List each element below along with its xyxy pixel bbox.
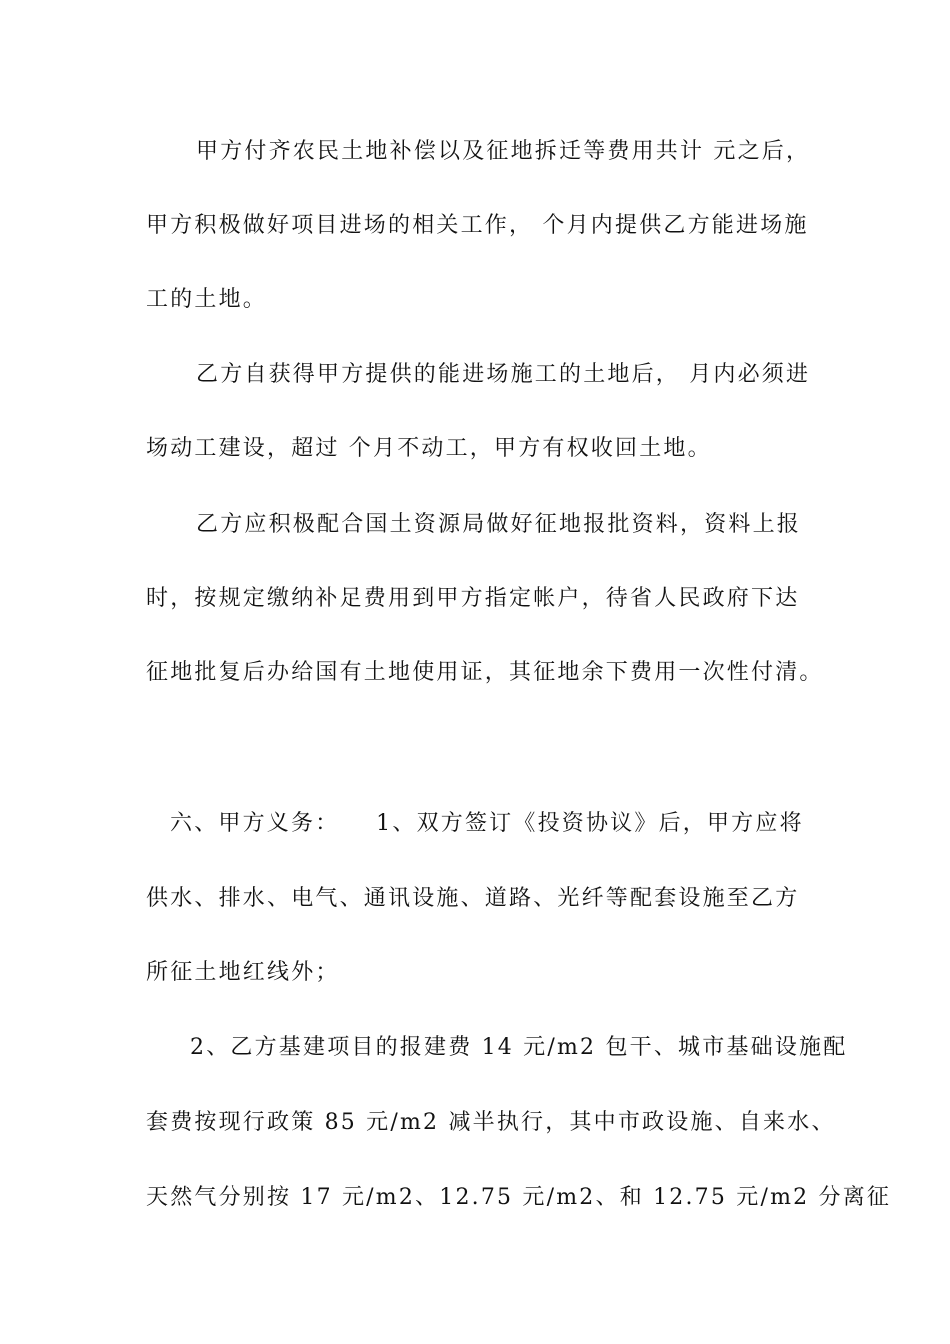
item-2-line-1: 2、乙方基建项目的报建费 14 元/m2 包干、城市基础设施配	[190, 1035, 848, 1060]
paragraph-1-line-1: 甲方付齐农民土地补偿以及征地拆迁等费用共计 元之后，	[196, 139, 811, 164]
item-2-line-2: 套费按现行政策 85 元/m2 减半执行，其中市政设施、自来水、	[146, 1110, 836, 1135]
paragraph-2-line-2: 场动工建设，超过 个月不动工，甲方有权收回土地。	[146, 436, 712, 461]
item-2-line-3: 天然气分别按 17 元/m2、12.75 元/m2、和 12.75 元/m2 分离征	[146, 1185, 892, 1210]
paragraph-3-line-1: 乙方应积极配合国土资源局做好征地报批资料，资料上报	[196, 512, 802, 537]
paragraph-1-line-3: 工的土地。	[146, 287, 268, 312]
section-6-line-2: 供水、排水、电气、通讯设施、道路、光纤等配套设施至乙方	[146, 886, 800, 911]
paragraph-2-line-1: 乙方自获得甲方提供的能进场施工的土地后， 月内必须进	[196, 362, 811, 387]
section-6-line-3: 所征土地红线外；	[146, 960, 340, 985]
paragraph-3-line-2: 时，按规定缴纳补足费用到甲方指定帐户，待省人民政府下达	[146, 586, 800, 611]
paragraph-1-line-2: 甲方积极做好项目进场的相关工作， 个月内提供乙方能进场施	[146, 213, 809, 238]
paragraph-3-line-3: 征地批复后办给国有土地使用证，其征地余下费用一次性付清。	[146, 660, 824, 685]
section-6-heading-line: 六、甲方义务： 1、双方签订《投资协议》后，甲方应将	[170, 811, 804, 836]
